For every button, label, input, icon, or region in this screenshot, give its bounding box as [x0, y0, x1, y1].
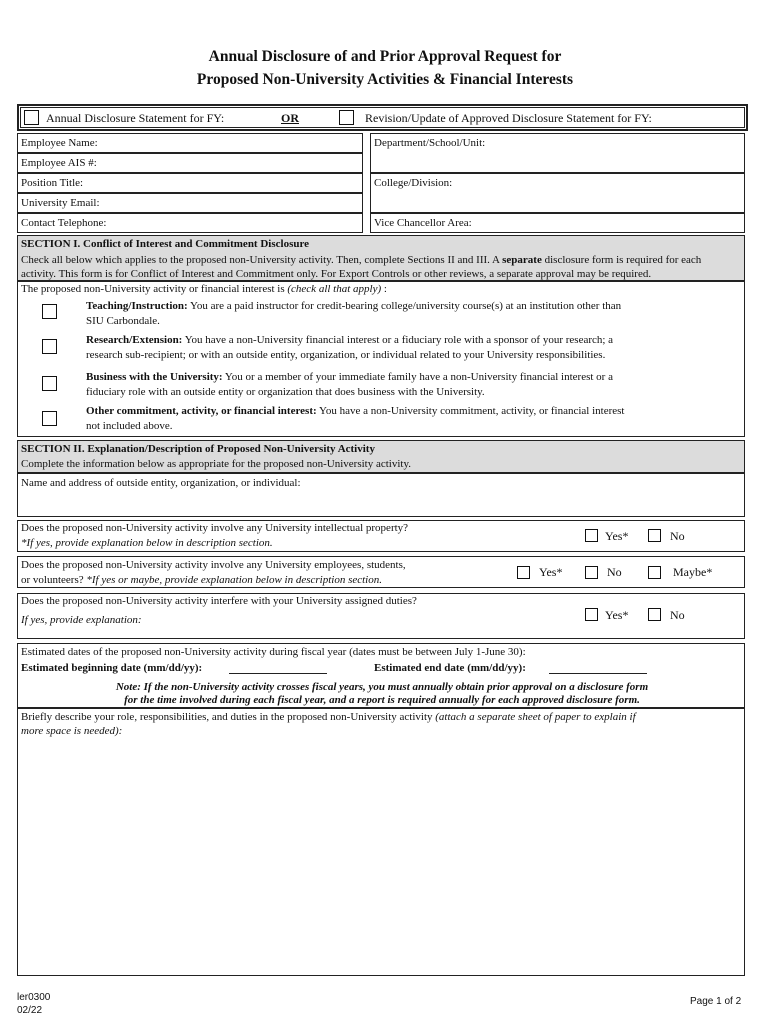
question3-note: If yes, provide explanation: [21, 614, 142, 626]
employee-ais-field[interactable] [17, 153, 363, 173]
description-italic1: (attach a separate sheet of paper to explain if [435, 711, 636, 723]
employee-ais-label: Employee AIS #: [21, 157, 97, 169]
question2-line1: Does the proposed non-University activity involve any University employees, students, [21, 559, 406, 571]
vice-chancellor-label: Vice Chancellor Area: [374, 217, 472, 229]
question1-text: Does the proposed non-University activity involve any University intellectual property? [21, 522, 409, 534]
q1-no-label: No [670, 529, 685, 543]
other-commitment-checkbox[interactable] [42, 411, 57, 426]
form-title-line1: Annual Disclosure of and Prior Approval Request for [208, 48, 562, 65]
annual-disclosure-label: Annual Disclosure Statement for FY: [46, 111, 225, 125]
q1-no-checkbox[interactable] [648, 529, 661, 542]
question2-note: *If yes or maybe, provide explanation below in description section. [86, 574, 382, 586]
section1-instructions-line2: activity. This form is for Conflict of Interest and Commitment only. For Export Controls or other reviews, a separate approval may be required. [21, 268, 652, 280]
business-line2: fiduciary role with an outside entity or organization that does business with the University. [86, 386, 485, 398]
section1-prompt-text: The proposed non-University activity or financial interest is [21, 283, 288, 295]
business-text: You or a member of your immediate family have a non-University financial interest or a [222, 371, 613, 383]
form-date: 02/22 [17, 1005, 43, 1016]
revision-label: Revision/Update of Approved Disclosure Statement for FY: [365, 111, 652, 125]
description-text: Briefly describe your role, responsibilities, and duties in the proposed non-University activity [21, 711, 436, 723]
q2-yes-label: Yes* [539, 565, 563, 579]
question2-line2 [21, 574, 382, 586]
other-line2: not included above. [86, 420, 173, 432]
college-field[interactable] [370, 173, 745, 213]
vice-chancellor-field[interactable] [370, 213, 745, 233]
q1-yes-label: Yes* [605, 529, 629, 543]
q2-no-checkbox[interactable] [585, 566, 598, 579]
form-title-line2: Proposed Non-University Activities & Financial Interests [196, 71, 574, 88]
q2-maybe-label: Maybe* [673, 565, 713, 579]
department-field[interactable] [370, 133, 745, 173]
department-label: Department/School/Unit: [374, 137, 486, 149]
fiscal-note-line2: for the time involved during each fiscal year, and a report is required annually for each approved disclosure form. [124, 694, 640, 706]
q3-yes-checkbox[interactable] [585, 608, 598, 621]
section1-prompt-end: : [381, 283, 387, 295]
other-text: You have a non-University commitment, activity, or financial interest [316, 405, 625, 417]
college-label: College/Division: [374, 177, 453, 189]
q3-no-label: No [670, 608, 685, 622]
position-title-field[interactable] [17, 173, 363, 193]
teaching-text: You are a paid instructor for credit-bearing college/university course(s) at an institution other than [187, 300, 622, 312]
research-checkbox[interactable] [42, 339, 57, 354]
section1-instr-a: Check all below which applies to the proposed non-University activity. Then, complete Sections II and III. A [21, 254, 503, 266]
description-line1 [21, 711, 636, 723]
name-address-field[interactable] [17, 473, 745, 517]
research-line1 [86, 334, 613, 346]
business-bold: Business with the University: [86, 371, 223, 383]
section1-prompt-italic: (check all that apply) [287, 283, 382, 295]
end-date-label: Estimated end date (mm/dd/yy): [374, 662, 526, 674]
section1-prompt [21, 283, 387, 295]
annual-disclosure-checkbox[interactable] [24, 110, 39, 125]
form-code: ler0300 [17, 992, 51, 1003]
question1-note: *If yes, provide explanation below in description section. [21, 537, 273, 549]
name-address-label: Name and address of outside entity, organization, or individual: [21, 477, 301, 489]
section2-title: SECTION II. Explanation/Description of Proposed Non-University Activity [21, 443, 375, 455]
q2-maybe-checkbox[interactable] [648, 566, 661, 579]
other-bold: Other commitment, activity, or financial interest: [86, 405, 317, 417]
question2-line2-text: or volunteers? [21, 574, 87, 586]
research-text: You have a non-University financial interest or a fiduciary role with a sponsor of your research; a [182, 334, 614, 346]
teaching-bold: Teaching/Instruction: [86, 300, 188, 312]
university-email-field[interactable] [17, 193, 363, 213]
q1-yes-checkbox[interactable] [585, 529, 598, 542]
q2-yes-checkbox[interactable] [517, 566, 530, 579]
teaching-line1 [86, 300, 621, 312]
section2-subtitle: Complete the information below as appropriate for the proposed non-University activity. [21, 458, 411, 470]
fiscal-note-line1: Note: If the non-University activity crosses fiscal years, you must annually obtain prior approval on a disclosure form [115, 681, 649, 693]
section1-instructions-line1 [21, 254, 701, 266]
section1-instr-bold: separate [502, 254, 542, 266]
teaching-line2: SIU Carbondale. [86, 315, 160, 327]
dates-intro: Estimated dates of the proposed non-University activity during fiscal year (dates must be between July 1-June 30): [21, 646, 526, 658]
page-number: Page 1 of 2 [690, 996, 742, 1007]
position-title-label: Position Title: [21, 177, 84, 189]
employee-name-field[interactable] [17, 133, 363, 153]
research-line2: research sub-recipient; or with an outside entity, organization, or individual related to your University responsibilities. [86, 349, 606, 361]
q3-yes-label: Yes* [605, 608, 629, 622]
other-line1 [86, 405, 624, 417]
begin-date-input[interactable] [229, 673, 327, 674]
business-checkbox[interactable] [42, 376, 57, 391]
description-line2: more space is needed): [21, 725, 123, 737]
question3-text: Does the proposed non-University activity interfere with your University assigned duties? [21, 595, 417, 607]
contact-telephone-field[interactable] [17, 213, 363, 233]
q3-no-checkbox[interactable] [648, 608, 661, 621]
revision-checkbox[interactable] [339, 110, 354, 125]
section1-instr-b: disclosure form is required for each [541, 254, 702, 266]
teaching-checkbox[interactable] [42, 304, 57, 319]
university-email-label: University Email: [21, 197, 100, 209]
begin-date-label: Estimated beginning date (mm/dd/yy): [21, 662, 203, 674]
or-label: OR [281, 111, 299, 125]
section1-title: SECTION I. Conflict of Interest and Commitment Disclosure [21, 238, 310, 250]
description-field[interactable] [17, 708, 745, 976]
business-line1 [86, 371, 613, 383]
q2-no-label: No [607, 565, 622, 579]
contact-telephone-label: Contact Telephone: [21, 217, 107, 229]
employee-name-label: Employee Name: [21, 137, 98, 149]
end-date-input[interactable] [549, 673, 647, 674]
research-bold: Research/Extension: [86, 334, 183, 346]
